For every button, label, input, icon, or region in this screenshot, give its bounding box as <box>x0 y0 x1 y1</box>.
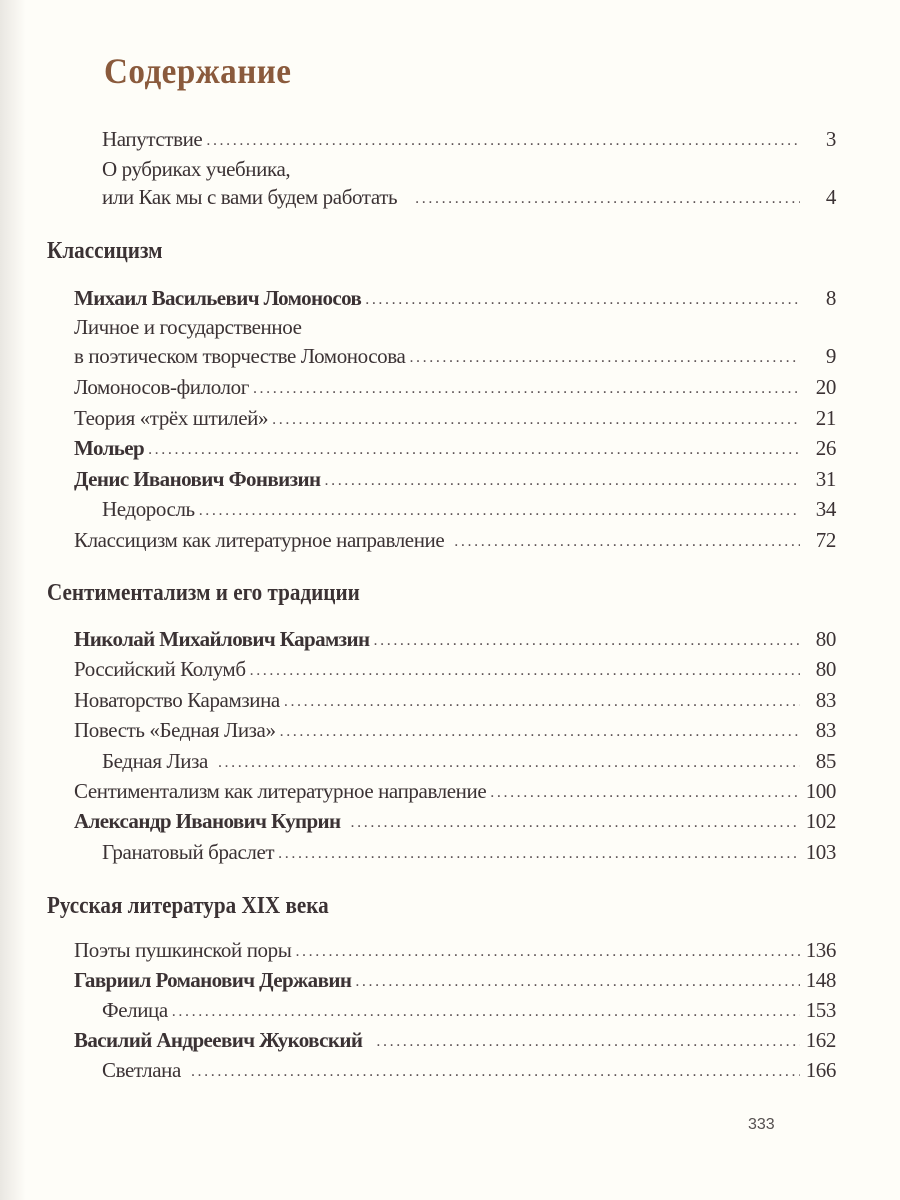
toc-entry[interactable] <box>74 776 836 806</box>
toc-entry-page: 100 <box>805 779 836 803</box>
toc-entry[interactable] <box>74 965 836 995</box>
dot-leader <box>278 839 800 869</box>
section-heading-classicism: Классицизм <box>47 238 163 264</box>
toc-entry-rubrics-line2[interactable] <box>102 182 836 212</box>
toc-entry-label: Гранатовый браслет <box>102 840 275 864</box>
toc-entry[interactable] <box>74 372 836 402</box>
dot-leader <box>218 748 800 778</box>
dot-leader <box>355 967 799 997</box>
section-heading-19th-century: Русская литература XIX века <box>47 893 329 919</box>
toc-entry[interactable] <box>102 995 836 1025</box>
toc-entry-page: 153 <box>805 998 836 1022</box>
toc-entry[interactable] <box>102 494 836 524</box>
toc-entry-page: 83 <box>815 688 836 712</box>
toc-entry-page: 83 <box>815 718 836 742</box>
section-heading-sentimentalism: Сентиментализм и его традиции <box>47 580 360 606</box>
toc-entry-label: Напутствие <box>102 127 203 151</box>
toc-entry-page: 4 <box>825 185 836 209</box>
toc-entry[interactable] <box>74 464 836 494</box>
toc-entry-label: Михаил Васильевич Ломоносов <box>74 286 362 310</box>
dot-leader <box>415 184 800 214</box>
toc-entry-page: 148 <box>805 968 836 992</box>
toc-entry[interactable] <box>74 685 836 715</box>
toc-entry-label: Новаторство Карамзина <box>74 688 280 712</box>
toc-entry-label: Светлана <box>102 1058 181 1082</box>
toc-entry-label: Николай Михайлович Карамзин <box>74 627 370 651</box>
toc-entry-page: 85 <box>815 749 836 773</box>
toc-entry-label: Бедная Лиза <box>102 749 208 773</box>
toc-entry[interactable] <box>102 1055 836 1085</box>
toc-entry-label: Теория «трёх штилей» <box>74 406 269 430</box>
dot-leader <box>280 717 800 747</box>
dot-leader <box>191 1057 800 1087</box>
toc-entry-label: Ломоносов-филолог <box>74 375 249 399</box>
toc-entry-label: или Как мы с вами будем работать <box>102 185 398 209</box>
toc-entry-label: Денис Иванович Фонвизин <box>74 467 321 491</box>
toc-entry[interactable] <box>102 746 836 776</box>
dot-leader <box>376 1027 799 1057</box>
toc-entry-label: Александр Иванович Куприн <box>74 809 341 833</box>
toc-entry-label: Недоросль <box>102 497 195 521</box>
toc-entry[interactable] <box>74 525 836 555</box>
toc-entry-label: Фелица <box>102 998 168 1022</box>
toc-entry[interactable] <box>74 806 836 836</box>
dot-leader <box>365 285 800 315</box>
dot-leader <box>351 808 800 838</box>
toc-entry[interactable] <box>74 283 836 313</box>
toc-entry-page: 9 <box>825 344 836 368</box>
toc-entry-page: 31 <box>815 467 836 491</box>
dot-leader <box>148 435 800 465</box>
toc-entry[interactable] <box>102 837 836 867</box>
toc-entry-page: 80 <box>815 657 836 681</box>
toc-entry-label: Василий Андреевич Жуковский <box>74 1028 363 1052</box>
toc-entry-page: 3 <box>825 127 836 151</box>
dot-leader <box>325 466 801 496</box>
toc-entry-page: 8 <box>825 286 836 310</box>
toc-entry-label: Личное и государственное <box>74 315 302 339</box>
dot-leader <box>253 374 800 404</box>
toc-entry-label: Мольер <box>74 436 145 460</box>
dot-leader <box>490 778 799 808</box>
toc-entry-label: О рубриках учебника, <box>102 157 291 181</box>
toc-entry[interactable] <box>74 433 836 463</box>
dot-leader <box>284 687 800 717</box>
toc-entry-label: Гавриил Романович Державин <box>74 968 352 992</box>
toc-entry[interactable] <box>74 624 836 654</box>
page-number: 333 <box>748 1116 775 1133</box>
toc-entry[interactable] <box>74 403 836 433</box>
toc-entry[interactable] <box>74 654 836 684</box>
page-title: Содержание <box>104 51 292 91</box>
dot-leader <box>409 343 800 373</box>
toc-entry[interactable] <box>74 312 836 342</box>
dot-leader <box>172 997 800 1027</box>
dot-leader <box>454 527 800 557</box>
toc-entry-page: 166 <box>805 1058 836 1082</box>
toc-entry-page: 102 <box>805 809 836 833</box>
dot-leader <box>199 496 800 526</box>
toc-entry-label: Российский Колумб <box>74 657 246 681</box>
toc-entry[interactable] <box>74 341 836 371</box>
toc-entry[interactable] <box>74 715 836 745</box>
dot-leader <box>206 126 800 156</box>
toc-entry-rubrics-line1[interactable] <box>102 154 836 184</box>
toc-entry-page: 72 <box>815 528 836 552</box>
dot-leader <box>272 405 800 435</box>
toc-entry-page: 103 <box>805 840 836 864</box>
toc-entry-page: 21 <box>815 406 836 430</box>
toc-entry-page: 26 <box>815 436 836 460</box>
toc-entry-page: 136 <box>805 938 836 962</box>
toc-entry-label: Сентиментализм как литературное направление <box>74 779 487 803</box>
dot-leader <box>295 937 799 967</box>
toc-entry-label: Повесть «Бедная Лиза» <box>74 718 276 742</box>
toc-entry-label: Классицизм как литературное направление <box>74 528 445 552</box>
toc-entry-page: 162 <box>805 1028 836 1052</box>
toc-entry-page: 34 <box>815 497 836 521</box>
toc-entry-intro[interactable] <box>102 124 836 154</box>
toc-entry-label: Поэты пушкинской поры <box>74 938 292 962</box>
toc-entry-label: в поэтическом творчестве Ломоносова <box>74 344 406 368</box>
toc-entry-page: 80 <box>815 627 836 651</box>
dot-leader <box>374 626 800 656</box>
toc-entry[interactable] <box>74 1025 836 1055</box>
toc-entry-page: 20 <box>815 375 836 399</box>
toc-entry[interactable] <box>74 935 836 965</box>
dot-leader <box>250 656 800 686</box>
